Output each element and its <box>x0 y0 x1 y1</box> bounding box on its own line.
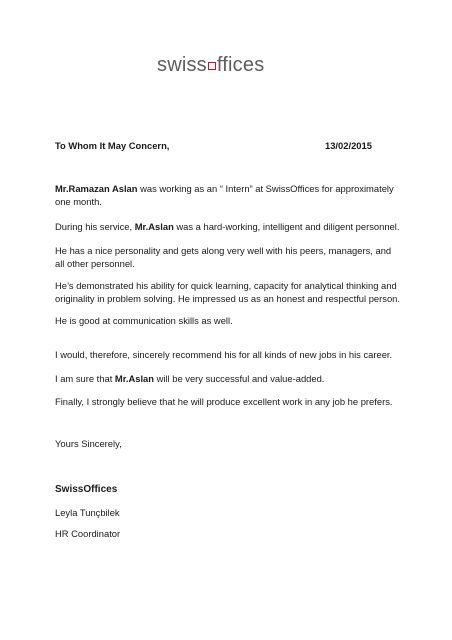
signature-name: Leyla Tunçbilek <box>55 507 120 518</box>
paragraph-service-name: Mr.Aslan <box>134 221 174 232</box>
paragraph-service-pre: During his service, <box>55 221 135 232</box>
logo-square-mark-icon <box>208 62 216 70</box>
paragraph-finally: Finally, I strongly believe that he will produce excellent work in any job he prefers. <box>55 396 393 407</box>
logo-text-swiss: swiss <box>157 54 207 76</box>
logo-text-ffices: ffices <box>216 54 265 76</box>
paragraph-sure-post: will be very successful and value-added. <box>154 373 325 384</box>
paragraph-intro <box>55 182 400 209</box>
paragraph-recommend: I would, therefore, sincerely recommend his for all kinds of new jobs in his career. <box>55 349 393 360</box>
salutation: To Whom It May Concern, <box>55 140 170 151</box>
intern-name: Mr.Ramazan Aslan <box>55 183 138 194</box>
paragraph-sure-pre: I am sure that <box>55 373 115 384</box>
paragraph-intro-text: was working as an “ Intern” at SwissOffices for approximately one month. <box>55 183 394 208</box>
paragraph-communication: He is good at communication skills as well. <box>55 315 233 326</box>
signature-company: SwissOffices <box>55 484 118 495</box>
paragraph-sure-name: Mr.Aslan <box>114 373 154 384</box>
letter-date: 13/02/2015 <box>325 140 372 151</box>
paragraph-service-post: was a hard-working, intelligent and diligent personnel. <box>173 221 400 232</box>
paragraph-service <box>55 220 400 233</box>
closing: Yours Sincerely, <box>55 438 122 449</box>
paragraph-personality: He has a nice personality and gets along very well with his peers, managers, and all other personnel. <box>55 245 392 270</box>
paragraph-abilities: He’s demonstrated his ability for quick learning, capacity for analytical thinking and originality in problem solving. He impressed us as an honest and respectful person. <box>55 280 400 305</box>
company-logo <box>157 54 264 77</box>
signature-title: HR Coordinator <box>55 528 121 539</box>
paragraph-sure <box>55 372 400 385</box>
